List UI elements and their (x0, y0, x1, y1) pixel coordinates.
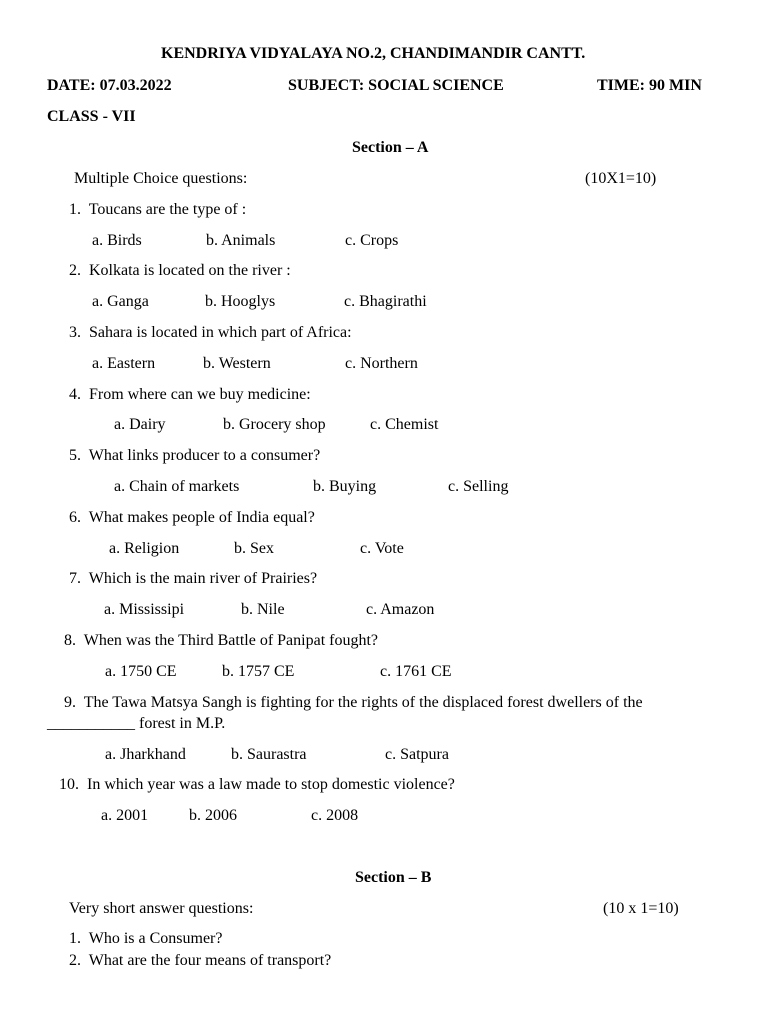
q4-option-c: c. Chemist (370, 416, 439, 433)
q5-option-c: c. Selling (448, 478, 509, 495)
q9-option-a: a. Jharkhand (105, 746, 186, 763)
exam-subject: SUBJECT: SOCIAL SCIENCE (288, 77, 504, 94)
exam-date: DATE: 07.03.2022 (47, 77, 172, 94)
question-4: 4. From where can we buy medicine: (69, 386, 311, 403)
q3-option-a: a. Eastern (92, 355, 156, 372)
q7-option-b: b. Nile (241, 601, 285, 618)
question-6: 6. What makes people of India equal? (69, 509, 315, 526)
question-5: 5. What links producer to a consumer? (69, 447, 321, 464)
q8-option-b: b. 1757 CE (222, 663, 295, 680)
q4-option-a: a. Dairy (114, 416, 166, 433)
q10-option-a: a. 2001 (101, 807, 149, 824)
q1-option-a: a. Birds (92, 232, 142, 249)
q2-option-b: b. Hooglys (205, 293, 276, 310)
q3-option-b: b. Western (203, 355, 271, 372)
exam-class: CLASS - VII (47, 108, 136, 125)
q8-option-c: c. 1761 CE (380, 663, 452, 680)
q10-option-c: c. 2008 (311, 807, 359, 824)
section-b-question-2: 2. What are the four means of transport? (69, 952, 332, 969)
section-b-marks: (10 x 1=10) (603, 900, 679, 917)
question-2: 2. Kolkata is located on the river : (69, 262, 291, 279)
section-a-marks: (10X1=10) (585, 170, 657, 187)
q3-option-c: c. Northern (345, 355, 418, 372)
question-10: 10. In which year was a law made to stop domestic violence? (59, 776, 455, 793)
q7-option-c: c. Amazon (366, 601, 435, 618)
q9-option-b: b. Saurastra (231, 746, 307, 763)
q2-option-c: c. Bhagirathi (344, 293, 427, 310)
q5-option-a: a. Chain of markets (114, 478, 240, 495)
q6-option-b: b. Sex (234, 540, 274, 557)
question-1: 1. Toucans are the type of : (69, 201, 247, 218)
q10-option-b: b. 2006 (189, 807, 237, 824)
section-a-title: Section – A (352, 139, 429, 156)
question-9-continued: ___________ forest in M.P. (47, 715, 226, 732)
exam-time: TIME: 90 MIN (597, 77, 702, 94)
question-3: 3. Sahara is located in which part of Africa: (69, 324, 352, 341)
q8-option-a: a. 1750 CE (105, 663, 177, 680)
question-9: 9. The Tawa Matsya Sangh is fighting for the rights of the displaced forest dwellers of the (64, 694, 643, 711)
q9-option-c: c. Satpura (385, 746, 449, 763)
section-b-heading: Very short answer questions: (69, 900, 254, 917)
school-title: KENDRIYA VIDYALAYA NO.2, CHANDIMANDIR CANTT. (161, 45, 586, 62)
section-b-question-1: 1. Who is a Consumer? (69, 930, 223, 947)
q5-option-b: b. Buying (313, 478, 377, 495)
q1-option-b: b. Animals (206, 232, 276, 249)
q4-option-b: b. Grocery shop (223, 416, 326, 433)
question-8: 8. When was the Third Battle of Panipat fought? (64, 632, 379, 649)
section-a-heading: Multiple Choice questions: (74, 170, 248, 187)
q2-option-a: a. Ganga (92, 293, 149, 310)
q1-option-c: c. Crops (345, 232, 399, 249)
q6-option-c: c. Vote (360, 540, 404, 557)
section-b-title: Section – B (355, 869, 432, 886)
question-7: 7. Which is the main river of Prairies? (69, 570, 318, 587)
q7-option-a: a. Mississipi (104, 601, 185, 618)
q6-option-a: a. Religion (109, 540, 180, 557)
